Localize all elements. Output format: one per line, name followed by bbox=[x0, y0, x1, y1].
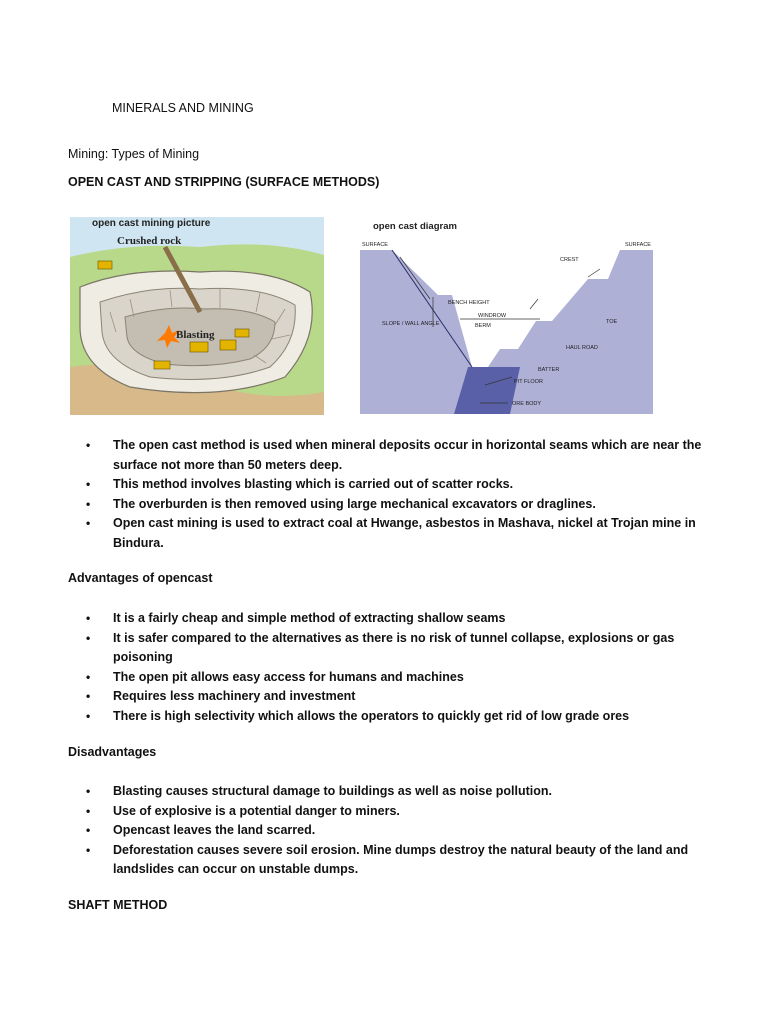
label-windrow: WINDROW bbox=[478, 313, 507, 319]
label-batter: BATTER bbox=[538, 367, 560, 373]
label-crushed-rock: Crushed rock bbox=[117, 235, 182, 247]
label-surface-left: SURFACE bbox=[362, 242, 388, 248]
label-pit-floor: PIT FLOOR bbox=[514, 379, 543, 385]
disadvantages-list bbox=[86, 782, 706, 880]
list-item: • The open pit allows easy access for humans and machines bbox=[86, 669, 464, 684]
list-item: • Deforestation causes severe soil erosion. Mine dumps destroy the natural beauty of the land and landslides can occur on unstable dumps. bbox=[86, 842, 689, 876]
list-item: • It is a fairly cheap and simple method of extracting shallow seams bbox=[86, 611, 506, 625]
label-ore-body: ORE BODY bbox=[512, 401, 542, 407]
label-blasting: Blasting bbox=[176, 329, 215, 341]
label-slope: SLOPE / WALL ANGLE bbox=[382, 321, 440, 327]
label-surface-right: SURFACE bbox=[625, 242, 651, 248]
open-cast-mining-picture bbox=[70, 217, 324, 415]
document-subtitle: Mining: Types of Mining bbox=[68, 147, 200, 161]
list-item: • Blasting causes structural damage to buildings as well as noise pollution. bbox=[86, 784, 552, 798]
main-bullet-list bbox=[86, 436, 706, 553]
label-bench-height: BENCH HEIGHT bbox=[448, 300, 490, 306]
figure-diagram-caption: open cast diagram bbox=[373, 221, 457, 232]
document-title: MINERALS AND MINING bbox=[112, 101, 254, 115]
open-cast-diagram bbox=[360, 217, 653, 414]
label-haul-road: HAUL ROAD bbox=[566, 345, 598, 351]
advantages-heading: Advantages of opencast bbox=[68, 571, 213, 585]
list-item: • Open cast mining is used to extract coal at Hwange, asbestos in Mashava, nickel at Trojan mine in Bindura. bbox=[86, 516, 696, 550]
list-item: • Opencast leaves the land scarred. bbox=[86, 823, 316, 837]
list-item: • There is high selectivity which allows the operators to quickly get rid of low grade ores bbox=[86, 708, 630, 723]
list-item: • It is safer compared to the alternatives as there is no risk of tunnel collapse, explosions or gas poisoning bbox=[86, 630, 675, 664]
list-item: • The overburden is then removed using large mechanical excavators or draglines. bbox=[86, 496, 596, 511]
list-item: • Use of explosive is a potential danger to miners. bbox=[86, 803, 400, 818]
advantages-list bbox=[86, 609, 706, 726]
list-item: • This method involves blasting which is carried out of scatter rocks. bbox=[86, 477, 514, 491]
section-heading-surface-methods: OPEN CAST AND STRIPPING (SURFACE METHODS) bbox=[68, 175, 380, 189]
label-crest: CREST bbox=[560, 257, 579, 263]
label-berm: BERM bbox=[475, 323, 491, 329]
figure-picture-caption: open cast mining picture bbox=[92, 218, 211, 229]
disadvantages-heading: Disadvantages bbox=[68, 745, 157, 759]
label-toe: TOE bbox=[606, 319, 618, 325]
list-item: • Requires less machinery and investment bbox=[86, 689, 356, 703]
shaft-method-heading: SHAFT METHOD bbox=[68, 898, 168, 912]
list-item: • The open cast method is used when mineral deposits occur in horizontal seams which are near the surface not more than 50 meters deep. bbox=[86, 438, 702, 472]
